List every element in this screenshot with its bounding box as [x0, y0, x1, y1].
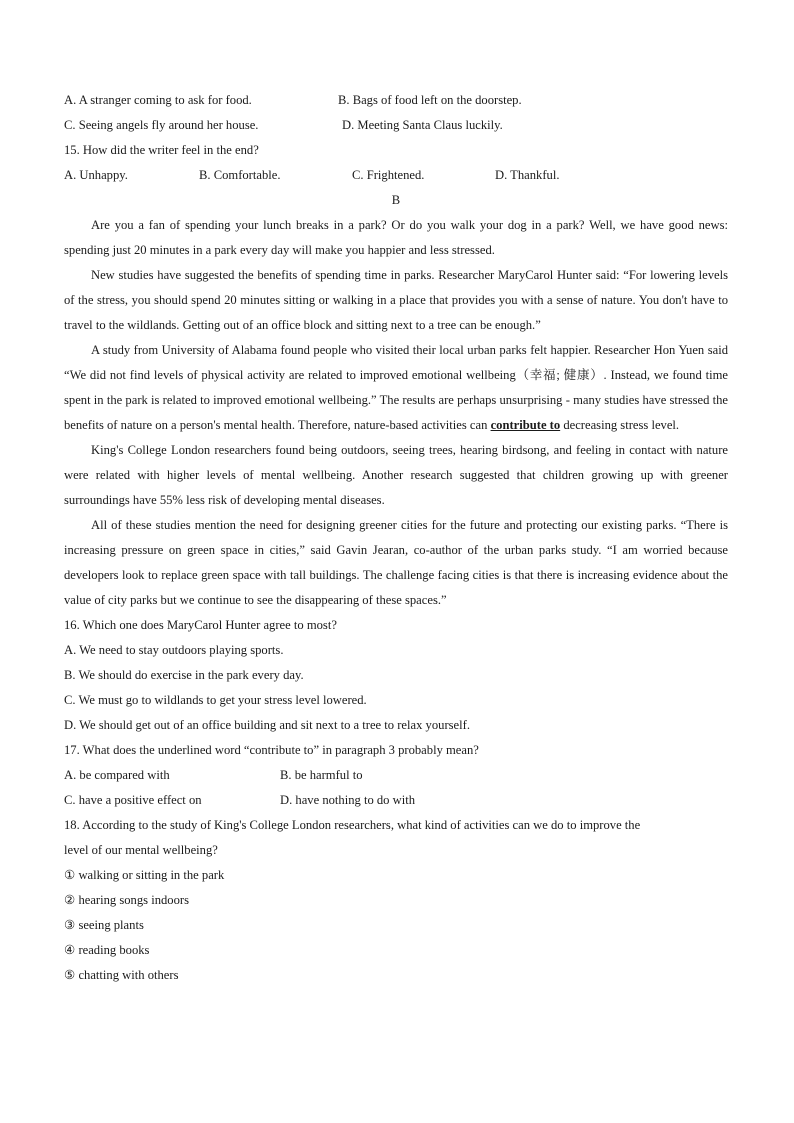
passage-paragraph-3: [64, 338, 728, 438]
passage-paragraph-4: King's College London researchers found being outdoors, seeing trees, hearing birdsong, and feeling in contact with nature were related with higher levels of mental wellbeing. Another research suggested that children growing up with greener surroundings have 55% less risk of developing mental diseases.: [64, 443, 728, 507]
q16-option-a: A. We need to stay outdoors playing sports.: [64, 643, 284, 657]
q17-stem: 17. What does the underlined word “contribute to” in paragraph 3 probably mean?: [64, 743, 479, 757]
q16-option-c: C. We must go to wildlands to get your stress level lowered.: [64, 693, 367, 707]
q18-item-5: ⑤ chatting with others: [64, 968, 179, 982]
q17-options-row-1: [64, 763, 728, 788]
q16-option-b: B. We should do exercise in the park every day.: [64, 668, 304, 682]
q17-option-b: B. be harmful to: [280, 768, 363, 782]
q17-option-d: D. have nothing to do with: [280, 793, 416, 807]
paragraph-3-text-start: A study from University of Alabama found people who visited their local urban parks felt happier. Researcher Hon Yuen said “We did not find levels of physical activity are related to improved emotional wellbeing（幸福; 健康）. Instead, we found time spent in the park is related to improved emotional wellbeing.” The results are perhaps unsurprising - many studies have stressed the benefits of nature on a person's mental health. Therefore, nature-based activities can: [64, 343, 728, 432]
q17-option-c: C. have a positive effect on: [64, 793, 202, 807]
q14-options-row-1: [64, 88, 728, 113]
paragraph-3-text-end: decreasing stress level.: [560, 418, 680, 432]
q18-item-1: ① walking or sitting in the park: [64, 868, 225, 882]
q18-stem-line-2: level of our mental wellbeing?: [64, 843, 218, 857]
q15-options: [64, 163, 728, 188]
passage-paragraph-1: Are you a fan of spending your lunch breaks in a park? Or do you walk your dog in a park? Well, we have good news: spending just 20 minutes in a park every day will make you happier and less stressed.: [64, 218, 728, 257]
q15-option-d: D. Thankful.: [495, 168, 560, 182]
q17-option-a: A. be compared with: [64, 768, 170, 782]
exam-page: [64, 88, 728, 988]
section-b-heading: B: [391, 193, 401, 207]
q14-option-c: C. Seeing angels fly around her house.: [64, 118, 259, 132]
passage-paragraph-2: New studies have suggested the benefits of spending time in parks. Researcher MaryCarol Hunter said: “For lowering levels of the stress, you should spend 20 minutes sitting or walking in a place that provides you with a sense of nature. You don't have to travel to the wildlands. Getting out of an office block and sitting next to a tree can be enough.”: [64, 268, 728, 332]
q14-option-a: A. A stranger coming to ask for food.: [64, 93, 252, 107]
q15-option-c: C. Frightened.: [352, 168, 425, 182]
q18-stem-line-1: 18. According to the study of King's College London researchers, what kind of activities can we do to improve the: [64, 818, 641, 832]
q18-item-2: ② hearing songs indoors: [64, 893, 189, 907]
q17-options-row-2: [64, 788, 728, 813]
underlined-phrase: contribute to: [490, 418, 561, 432]
q14-option-d: D. Meeting Santa Claus luckily.: [342, 118, 503, 132]
q15-option-a: A. Unhappy.: [64, 168, 128, 182]
q18-item-3: ③ seeing plants: [64, 918, 144, 932]
q16-option-d: D. We should get out of an office building and sit next to a tree to relax yourself.: [64, 718, 470, 732]
q18-item-4: ④ reading books: [64, 943, 150, 957]
q14-options-row-2: [64, 113, 728, 138]
q15-option-b: B. Comfortable.: [199, 168, 281, 182]
q15-stem: 15. How did the writer feel in the end?: [64, 143, 259, 157]
q14-option-b: B. Bags of food left on the doorstep.: [338, 93, 522, 107]
q16-stem: 16. Which one does MaryCarol Hunter agree to most?: [64, 618, 337, 632]
passage-paragraph-5: All of these studies mention the need for designing greener cities for the future and protecting our existing parks. “There is increasing pressure on green space in cities,” said Gavin Jearan, co-author of the urban parks study. “I am worried because developers look to replace green space with tall buildings. The challenge facing cities is that there is increasing evidence about the value of city parks but we continue to see the disappearing of these spaces.”: [64, 518, 728, 607]
